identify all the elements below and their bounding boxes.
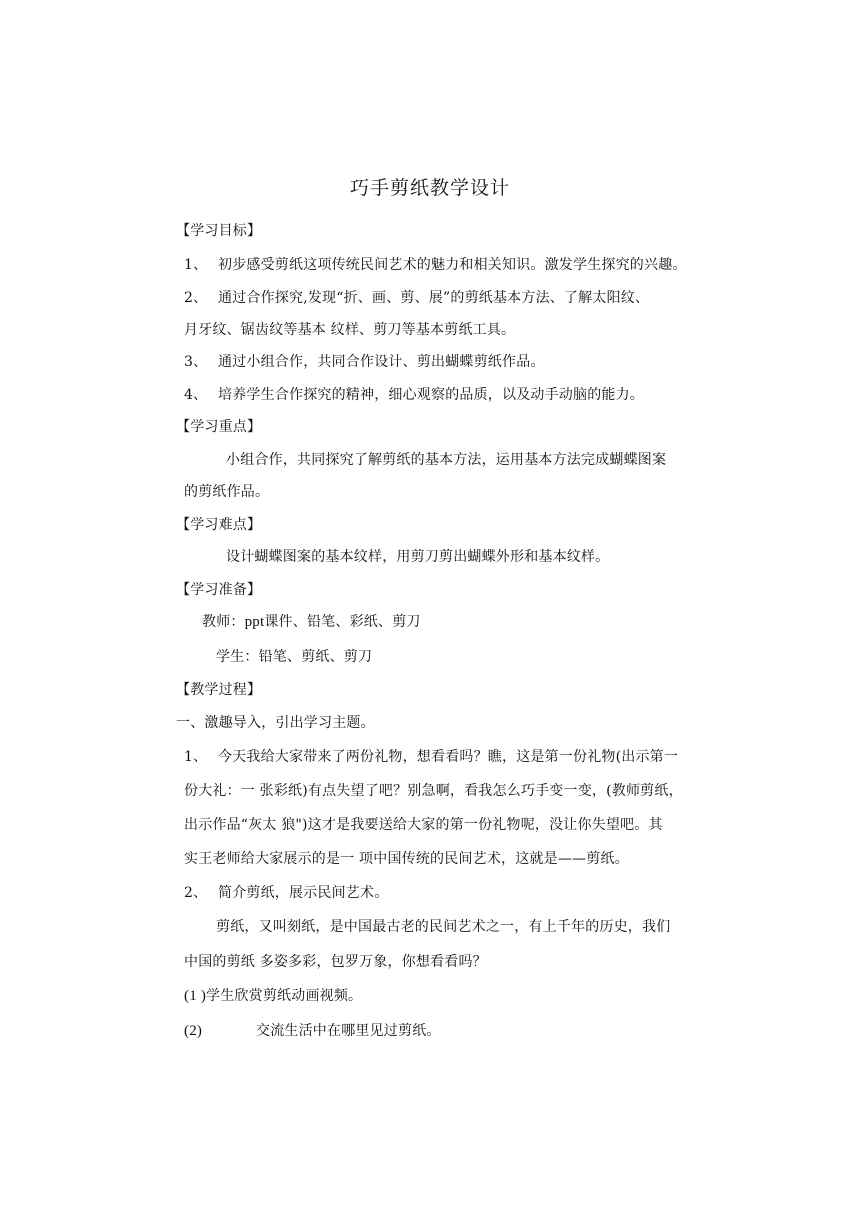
intro-line-2: 中国的剪纸 多姿多彩，包罗万象，你想看看吗？ [184, 954, 487, 970]
sub-item-number: (1 ) [184, 988, 207, 1004]
goal-item-4 [184, 386, 644, 404]
intro-line-1: 剪纸，又叫刻纸，是中国最古老的民间艺术之一，有上千年的历史，我们 [216, 919, 671, 935]
process-heading: 【教学过程】 [176, 682, 262, 698]
sub-item-1 [184, 987, 362, 1005]
step-1-line-4: 实王老师给大家展示的是一 项中国传统的民间艺术，这就是——剪纸。 [184, 851, 629, 867]
sub-item-number: (2) [184, 1023, 203, 1039]
prep-teacher-label: 教师： [202, 614, 245, 630]
goal-number: 1、 [184, 257, 208, 273]
sub-item-2 [184, 1022, 441, 1040]
goal-number: 2、 [184, 290, 208, 306]
goal-item-2-continued: 月牙纹、锯齿纹等基本 纹样、剪刀等基本剪纸工具。 [184, 322, 516, 338]
goal-text: 通过合作探究,发现“折、画、剪、展”的剪纸基本方法、了解太阳纹、 [218, 290, 650, 306]
prep-heading: 【学习准备】 [176, 582, 262, 598]
prep-teacher-items: 课件、铅笔、彩纸、剪刀 [264, 614, 421, 630]
goal-text: 培养学生合作探究的精神，细心观察的品质，以及动手动脑的能力。 [218, 387, 644, 403]
step-text: 简介剪纸，展示民间艺术。 [218, 885, 389, 901]
document-title: 巧手剪纸教学设计 [349, 177, 510, 199]
goal-text: 通过小组合作，共同合作设计、剪出蝴蝶剪纸作品。 [218, 354, 545, 370]
prep-student: 学生：铅笔、剪纸、剪刀 [216, 649, 373, 665]
section-1-heading: 一、激趣导入，引出学习主题。 [176, 715, 375, 731]
goal-item-3 [184, 353, 545, 371]
step-1-line-2: 份大礼：一 张彩纸)有点失望了吧？别急啊，看我怎么巧手变一变，(教师剪纸， [184, 783, 683, 799]
prep-teacher [202, 613, 421, 631]
difficulty-heading: 【学习难点】 [176, 517, 262, 533]
goal-text: 初步感受剪纸这项传统民间艺术的魅力和相关知识。激发学生探究的兴趣。 [218, 257, 687, 273]
step-1-line-1 [184, 748, 678, 766]
sub-item-text: 交流生活中在哪里见过剪纸。 [256, 1023, 441, 1039]
goals-heading: 【学习目标】 [176, 223, 262, 239]
step-number: 2、 [184, 885, 208, 901]
step-number: 1、 [184, 749, 208, 765]
sub-item-text: 学生欣赏剪纸动画视频。 [206, 988, 363, 1004]
goal-item-2 [184, 289, 649, 307]
step-text: 今天我给大家带来了两份礼物，想看看吗？瞧，这是第一份礼物(出示第一 [218, 749, 679, 765]
difficulty-text: 设计蝴蝶图案的基本纹样，用剪刀剪出蝴蝶外形和基本纹样。 [226, 549, 610, 565]
goal-item-1 [184, 256, 687, 274]
key-heading: 【学习重点】 [176, 419, 262, 435]
step-1-line-3: 出示作品“灰太 狼")这才是我要送给大家的第一份礼物呢，没让你失望吧。其 [184, 817, 663, 833]
goal-number: 3、 [184, 354, 208, 370]
key-text-line-2: 的剪纸作品。 [184, 484, 270, 500]
key-text-line-1: 小组合作，共同探究了解剪纸的基本方法，运用基本方法完成蝴蝶图案 [226, 452, 667, 468]
step-2 [184, 884, 388, 902]
goal-number: 4、 [184, 387, 208, 403]
prep-teacher-ppt: ppt [244, 614, 265, 630]
